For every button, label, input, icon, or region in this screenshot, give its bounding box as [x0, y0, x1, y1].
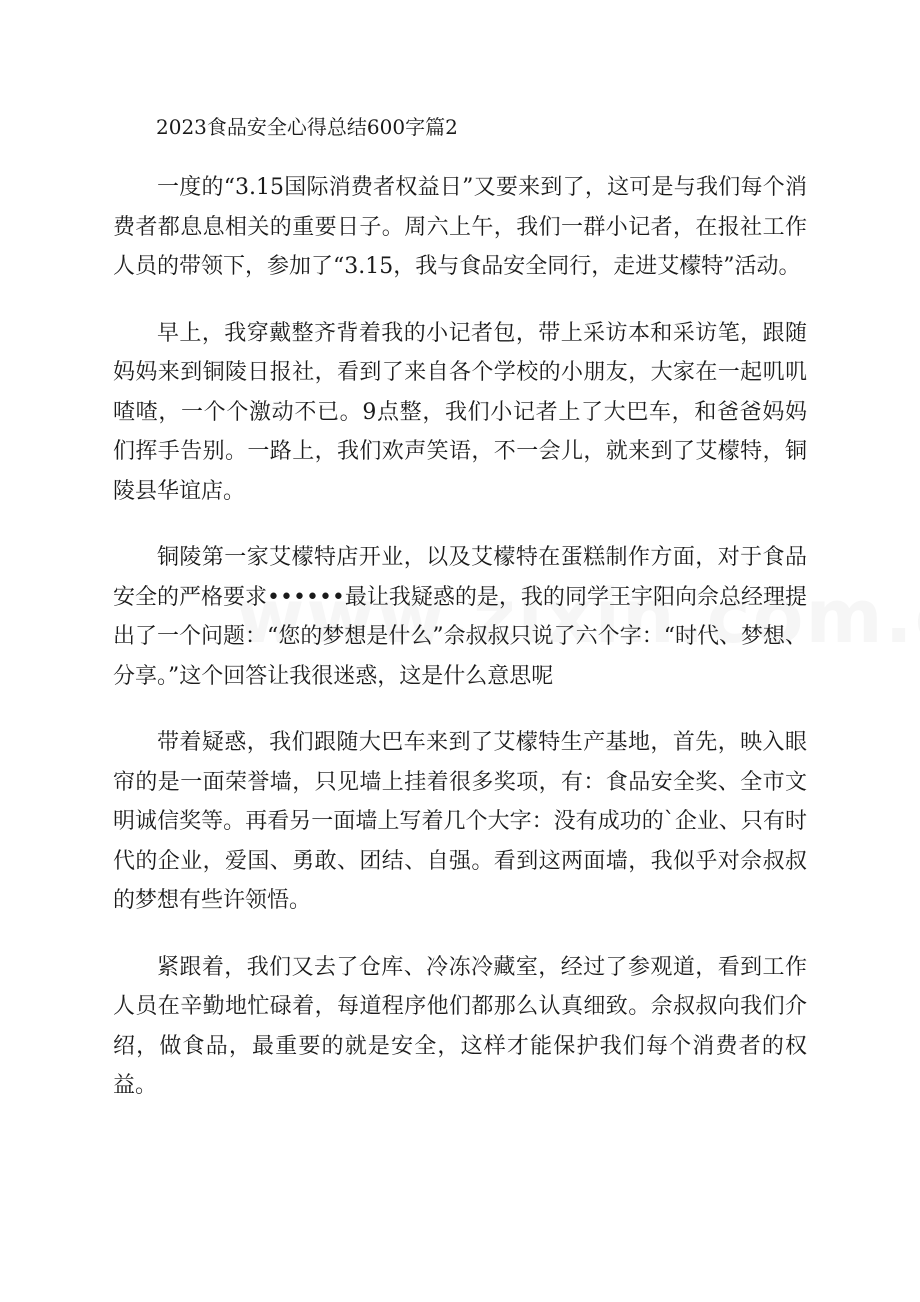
- document-title: 2023食品安全心得总结600字篇2: [156, 115, 458, 139]
- paragraph: 紧跟着，我们又去了仓库、冷冻冷藏室，经过了参观道，看到工作人员在辛勤地忙碌着，每道程序他们都那么认真细致。佘叔叔向我们介绍，做食品，最重要的就是安全，这样才能保护我们每个消费者的权益。: [113, 954, 807, 1098]
- paragraph: 带着疑惑，我们跟随大巴车来到了艾檬特生产基地，首先，映入眼帘的是一面荣誉墙，只见墙上挂着很多奖项，有：食品安全奖、全市文明诚信奖等。再看另一面墙上写着几个大字：没有成功的`企业、只有时代的企业，爱国、勇敢、团结、自强。看到这两面墙，我似乎对佘叔叔的梦想有些许领悟。: [113, 730, 807, 913]
- paragraph: 早上，我穿戴整齐背着我的小记者包，带上采访本和采访笔，跟随妈妈来到铜陵日报社，看到了来自各个学校的小朋友，大家在一起叽叽喳喳，一个个激动不已。9点整，我们小记者上了大巴车，和爸爸妈妈们挥手告别。一路上，我们欢声笑语，不一会儿，就来到了艾檬特，铜陵县华谊店。: [113, 320, 807, 504]
- document-body: [113, 168, 807, 1133]
- paragraph: 一度的“3.15国际消费者权益日”又要来到了，这可是与我们每个消费者都息息相关的重要日子。周六上午，我们一群小记者，在报社工作人员的带领下，参加了“3.15，我与食品安全同行，走进艾檬特”活动。: [113, 175, 807, 279]
- paragraph: 铜陵第一家艾檬特店开业，以及艾檬特在蛋糕制作方面，对于食品安全的严格要求••••••最让我疑惑的是，我的同学王宇阳向佘总经理提出了一个问题：“您的梦想是什么”佘叔叔只说了六个字：“时代、梦想、分享。”这个回答让我很迷惑，这是什么意思呢: [113, 545, 807, 689]
